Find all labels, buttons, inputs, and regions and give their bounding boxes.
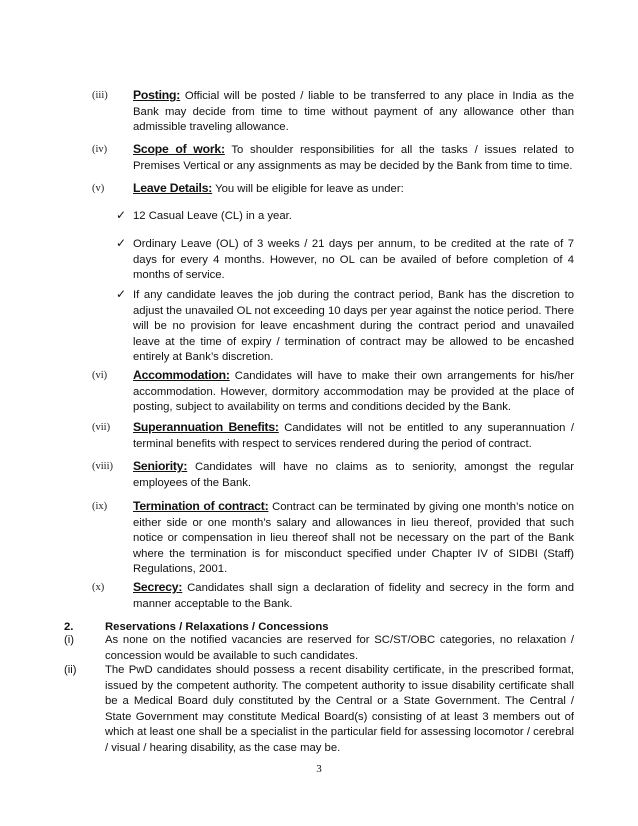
clause-body <box>133 142 574 174</box>
clause-heading: Scope of work: <box>133 142 225 156</box>
checkmark-icon: ✓ <box>116 287 127 301</box>
clause-body <box>133 580 574 612</box>
clause-body <box>133 181 574 198</box>
para-text: The PwD candidates should possess a recent disability certificate, in the prescribed format, issued by the competent authority. The competent authority to issue disability certificate shall be a Medical Board duly constituted by the Central or a State Government. The Central / State Government may constitute Medical Board(s) consisting of at least 3 members out of which at least one shall be a specialist in the particular field for assessing locomotor / cerebral / visual / hearing disability, as the case may be. <box>105 664 574 754</box>
clause-body <box>133 420 574 452</box>
clause-number: (iv) <box>92 144 108 155</box>
clause-heading: Seniority: <box>133 459 188 473</box>
para-number: (i) <box>64 634 75 646</box>
clause-number: (iii) <box>92 90 108 101</box>
clause-text: Candidates will not be entitled to any superannuation / terminal benefits with respect to services rendered during the period of contract. <box>133 422 574 450</box>
clause-heading: Leave Details: <box>133 181 213 195</box>
clause-text: Contract can be terminated by giving one month’s notice on either side or one month’s salary and allowances in lieu thereof, provided that such notice or compensation in lieu thereof shall not be necessary on the part of the Bank where the termination is for misconduct specified under Chapter IV of SIDBI (Staff) Regulations, 2001. <box>133 501 574 575</box>
clause-text: Official will be posted / liable to be transferred to any place in India as the Bank may decide from time to time without payment of any allowance other than admissible traveling allowance. <box>133 90 574 133</box>
clause-heading: Termination of contract: <box>133 499 269 513</box>
bullet-text: Ordinary Leave (OL) of 3 weeks / 21 days per annum, to be credited at the rate of 7 days for every 4 months. However, no OL can be availed of before completion of 4 months of service. <box>133 238 574 281</box>
section-number: 2. <box>64 621 74 633</box>
bullet-text: 12 Casual Leave (CL) in a year. <box>133 210 292 222</box>
clause-heading: Accommodation: <box>133 368 230 382</box>
clause-number: (v) <box>92 183 105 194</box>
para-number: (ii) <box>64 664 77 676</box>
checkmark-icon: ✓ <box>116 208 127 222</box>
clause-number: (ix) <box>92 501 108 512</box>
section-title: Reservations / Relaxations / Concessions <box>105 621 329 633</box>
clause-text: Candidates will have no claims as to seniority, amongst the regular employees of the Bank. <box>133 461 574 489</box>
clause-text: Candidates shall sign a declaration of fidelity and secrecy in the form and manner acceptable to the Bank. <box>133 582 574 610</box>
clause-number: (vi) <box>92 370 108 381</box>
clause-text: Candidates will have to make their own arrangements for his/her accommodation. However, dormitory accommodation may be provided at the place of posting, subject to availability on terms and conditions decided by the Bank. <box>133 370 574 413</box>
clause-number: (vii) <box>92 422 111 433</box>
clause-body <box>133 499 574 578</box>
bullet-text: If any candidate leaves the job during the contract period, Bank has the discretion to adjust the unavailed OL not exceeding 10 days per year against the notice period. There will be no provision for leave encashment during the contract period and unavailed leave at the time of expiry / termination of contract may be allowed to be encashed entirely at Bank’s discretion. <box>133 289 574 363</box>
clause-text: To shoulder responsibilities for all the tasks / issues related to Premises Vertical or any assignments as may be decided by the Bank from time to time. <box>133 144 574 172</box>
clause-number: (x) <box>92 582 105 593</box>
page-number: 3 <box>316 763 322 775</box>
clause-body <box>133 88 574 136</box>
clause-number: (viii) <box>92 461 113 472</box>
clause-body <box>133 368 574 416</box>
clause-heading: Secrecy: <box>133 580 183 594</box>
clause-text: You will be eligible for leave as under: <box>212 183 404 195</box>
clause-body <box>133 459 574 491</box>
checkmark-icon: ✓ <box>116 236 127 250</box>
clause-heading: Superannuation Benefits: <box>133 420 279 434</box>
para-text: As none on the notified vacancies are reserved for SC/ST/OBC categories, no relaxation / concession would be available to such candidates. <box>105 634 574 662</box>
clause-heading: Posting: <box>133 88 181 102</box>
